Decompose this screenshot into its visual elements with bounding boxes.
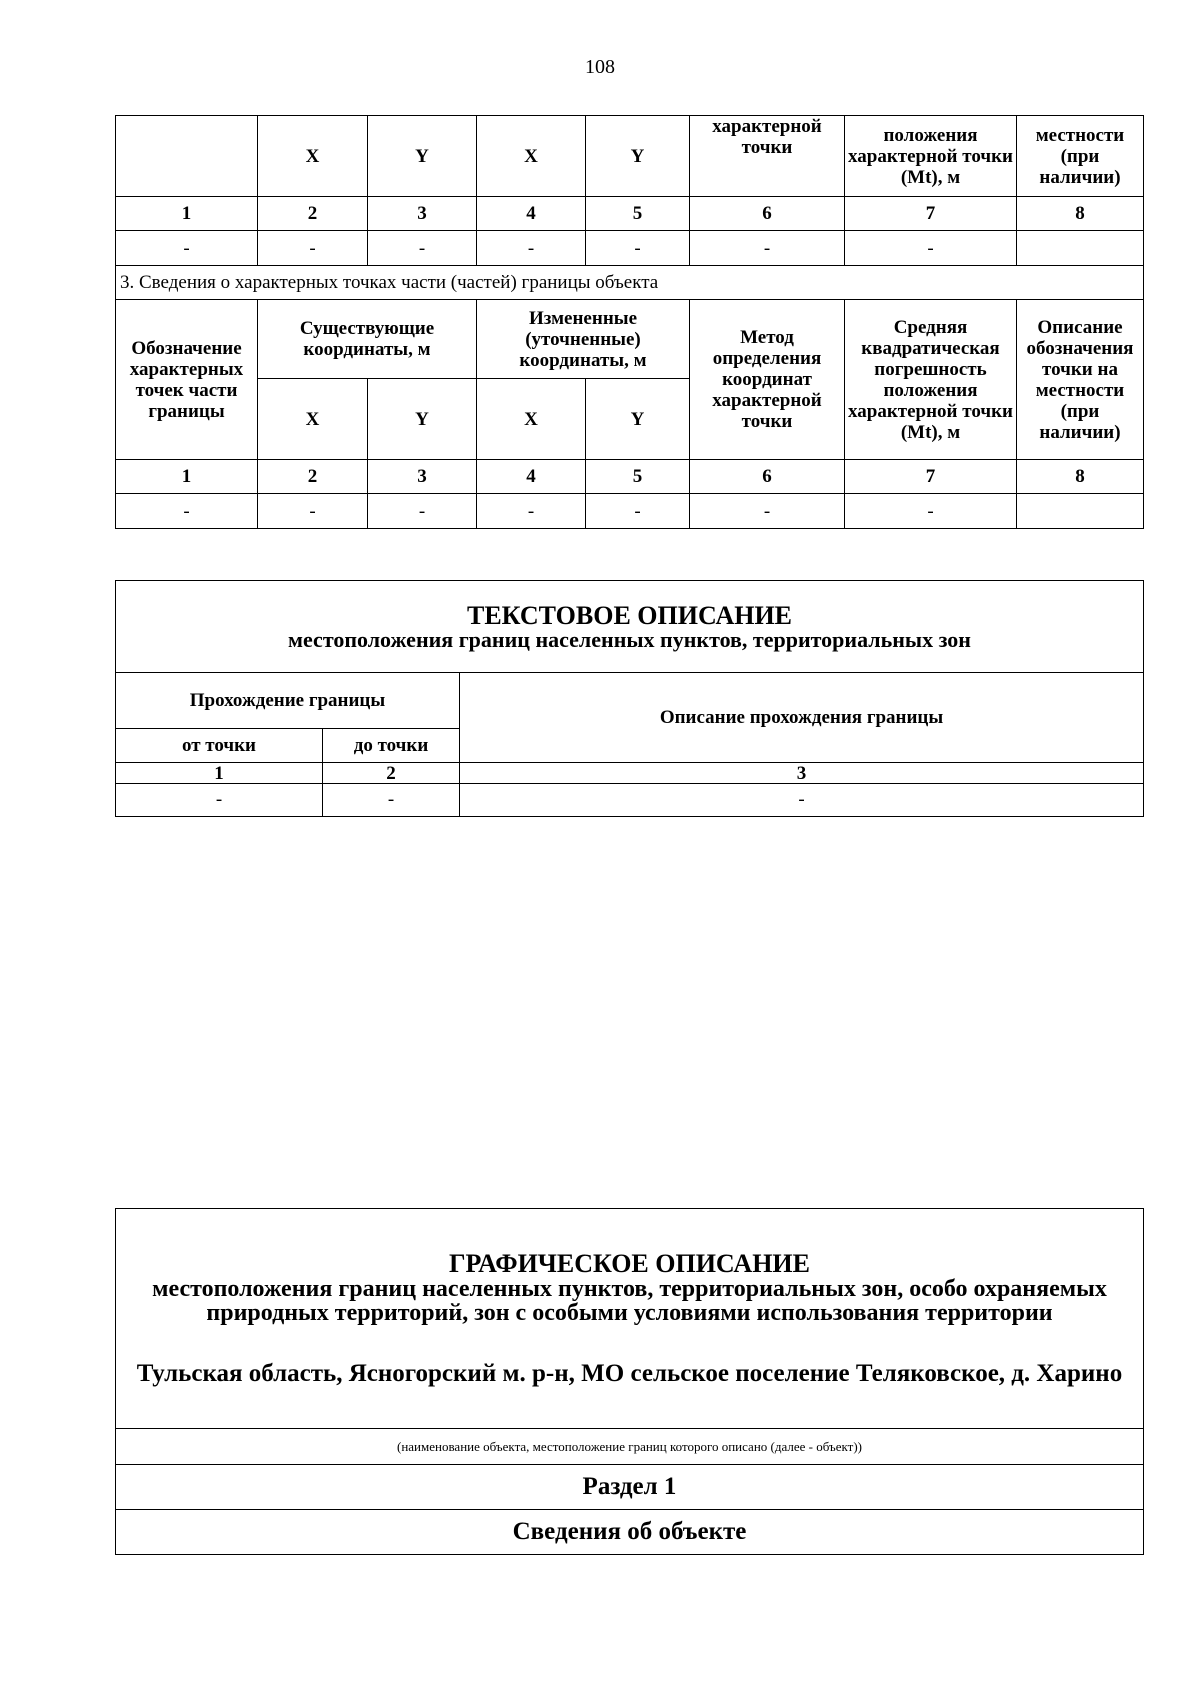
header-y: Y — [368, 379, 477, 460]
cell: - — [586, 494, 690, 529]
header-method: Метод определения координат характерной точки — [690, 300, 845, 460]
graphic-description-title: ГРАФИЧЕСКОЕ ОПИСАНИЕ — [449, 1249, 810, 1278]
table-row — [116, 784, 1144, 817]
header-changed-coords: Измененные (уточненные) координаты, м — [477, 300, 690, 379]
table-row — [116, 1465, 1144, 1510]
cell: 3 — [368, 197, 477, 231]
header-x: X — [477, 379, 586, 460]
text-description-title: ТЕКСТОВОЕ ОПИСАНИЕ — [467, 600, 793, 630]
cell: 6 — [690, 460, 845, 494]
table-row — [116, 300, 1144, 379]
table-row — [116, 1510, 1144, 1555]
cell — [1017, 494, 1144, 529]
cell: характерной точки — [690, 116, 845, 197]
cell: Y — [586, 116, 690, 197]
cell: - — [323, 784, 460, 817]
text-description-table — [115, 580, 1144, 817]
cell: местности (при наличии) — [1017, 116, 1144, 197]
cell: - — [845, 231, 1017, 266]
object-location: Тульская область, Ясногорский м. р-н, МО сельское поселение Теляковское, д. Харино — [136, 1360, 1123, 1387]
cell: - — [116, 231, 258, 266]
graphic-description-subtitle: местоположения границ населенных пунктов, территориальных зон, особо охраняемых природных территорий, зон с особыми условиями использования территории — [152, 1276, 1107, 1326]
cell: - — [258, 231, 368, 266]
cell: Y — [368, 116, 477, 197]
cell: 1 — [116, 460, 258, 494]
cell: положения характерной точки (Mt), м — [845, 116, 1017, 197]
title-cell — [116, 1209, 1144, 1429]
cell — [1017, 231, 1144, 266]
cell: 3 — [368, 460, 477, 494]
cell: - — [586, 231, 690, 266]
cell: 8 — [1017, 460, 1144, 494]
header-existing-coords: Существующие координаты, м — [258, 300, 477, 379]
cell: - — [368, 231, 477, 266]
section-label: Раздел 1 — [116, 1465, 1144, 1510]
header-passage-description: Описание прохождения границы — [460, 673, 1144, 763]
cell: 2 — [258, 197, 368, 231]
header-to-point: до точки — [323, 729, 460, 763]
table-row — [116, 763, 1144, 784]
title-cell — [116, 581, 1144, 673]
table-row — [116, 581, 1144, 673]
table-row — [116, 460, 1144, 494]
header-passage: Прохождение границы — [116, 673, 460, 729]
cell: - — [690, 494, 845, 529]
table-row — [116, 266, 1144, 300]
table-row — [116, 116, 1144, 197]
cell: 5 — [586, 197, 690, 231]
page-number: 108 — [585, 56, 615, 78]
cell: X — [477, 116, 586, 197]
cell: - — [116, 784, 323, 817]
cell: X — [258, 116, 368, 197]
boundary-points-table — [115, 115, 1144, 529]
cell: 4 — [477, 197, 586, 231]
object-name-note: (наименование объекта, местоположение границ которого описано (далее - объект)) — [116, 1429, 1144, 1465]
header-description: Описание обозначения точки на местности (при наличии) — [1017, 300, 1144, 460]
cell: 1 — [116, 197, 258, 231]
text-description-subtitle: местоположения границ населенных пунктов, территориальных зон — [288, 626, 971, 652]
cell: - — [460, 784, 1144, 817]
table-row — [116, 1429, 1144, 1465]
table-row — [116, 494, 1144, 529]
cell: 6 — [690, 197, 845, 231]
header-from-point: от точки — [116, 729, 323, 763]
table-row — [116, 231, 1144, 266]
cell: 3 — [460, 763, 1144, 784]
header-point-designation: Обозначение характерных точек части границы — [116, 300, 258, 460]
cell: 1 — [116, 763, 323, 784]
cell: - — [845, 494, 1017, 529]
section-title: 3. Сведения о характерных точках части (частей) границы объекта — [116, 266, 1144, 300]
table-row — [116, 197, 1144, 231]
cell: - — [477, 494, 586, 529]
cell: - — [116, 494, 258, 529]
table-row — [116, 1209, 1144, 1429]
cell: 7 — [845, 197, 1017, 231]
header-y: Y — [586, 379, 690, 460]
cell: - — [690, 231, 845, 266]
header-error: Средняя квадратическая погрешность положения характерной точки (Mt), м — [845, 300, 1017, 460]
cell: - — [477, 231, 586, 266]
cell: 8 — [1017, 197, 1144, 231]
header-x: X — [258, 379, 368, 460]
cell: - — [368, 494, 477, 529]
cell: 2 — [323, 763, 460, 784]
cell: 4 — [477, 460, 586, 494]
section-heading: Сведения об объекте — [116, 1510, 1144, 1555]
cell — [116, 116, 258, 197]
graphic-description-table — [115, 1208, 1144, 1555]
cell: 5 — [586, 460, 690, 494]
cell: 7 — [845, 460, 1017, 494]
cell: 2 — [258, 460, 368, 494]
table-row — [116, 673, 1144, 729]
cell: - — [258, 494, 368, 529]
